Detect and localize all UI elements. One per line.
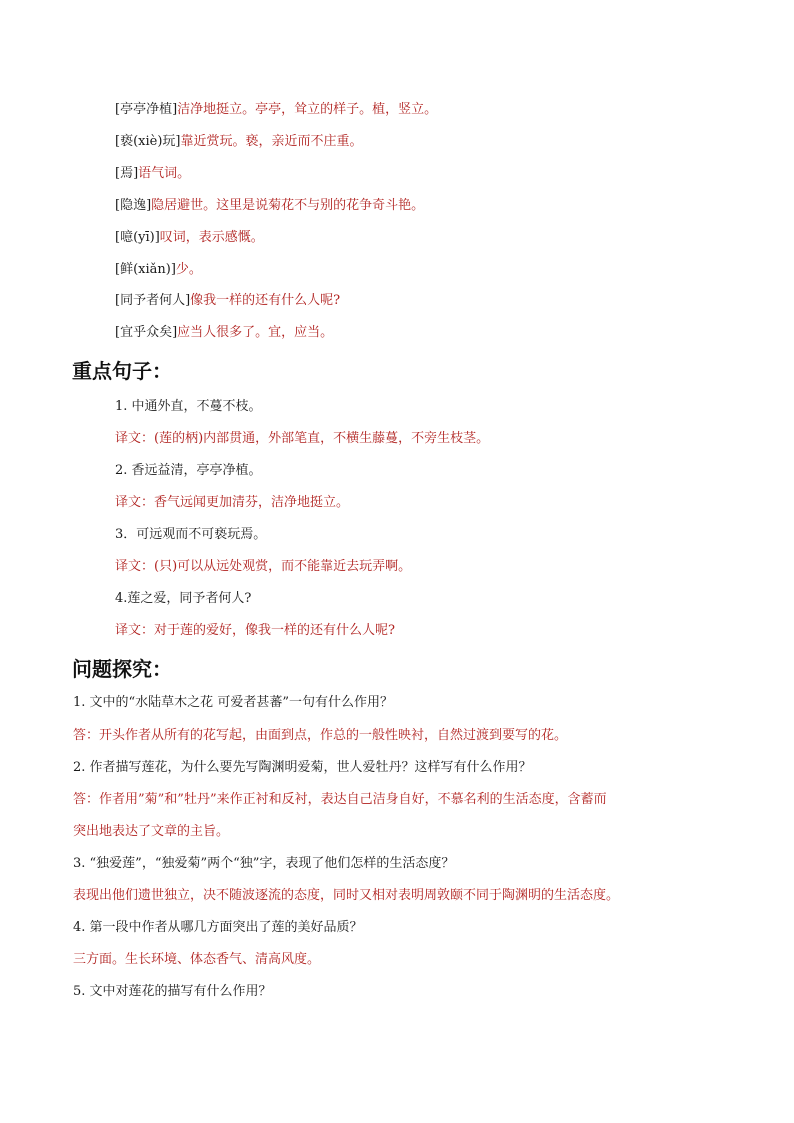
vocab-term: [鲜(xiǎn)] bbox=[115, 262, 176, 277]
vocab-term: [亵(xiè)玩] bbox=[115, 134, 181, 149]
vocab-item bbox=[115, 323, 333, 343]
key-sentences-heading: 重点句子： bbox=[72, 359, 172, 383]
vocab-term: [隐逸] bbox=[115, 198, 152, 213]
vocab-item bbox=[115, 164, 190, 184]
vocab-definition: 洁净地挺立。亭亭，耸立的样子。植，竖立。 bbox=[177, 102, 438, 117]
vocab-definition: 叹词，表示感慨。 bbox=[159, 230, 264, 245]
vocab-term: [同予者何人] bbox=[115, 293, 191, 308]
answer-2-line-2: 突出地表达了文章的主旨。 bbox=[73, 824, 230, 839]
sentence-item: 4.莲之爱，同予者何人? bbox=[115, 591, 252, 606]
vocab-definition: 少。 bbox=[175, 262, 202, 277]
sentence-translation: 译文：(莲的柄)内部贯通，外部笔直，不横生藤蔓，不旁生枝茎。 bbox=[115, 431, 490, 446]
answer-3: 表现出他们遗世独立，决不随波逐流的态度，同时又相对表明周敦颐不同于陶渊明的生活态度。 bbox=[73, 888, 620, 903]
sentence-item: 3．可远观而不可亵玩焉。 bbox=[115, 527, 267, 542]
sentence-item: 2. 香远益清，亭亭净植。 bbox=[115, 463, 262, 478]
vocab-item bbox=[115, 132, 363, 152]
vocab-definition: 像我一样的还有什么人呢? bbox=[190, 293, 341, 308]
vocab-item bbox=[115, 228, 264, 248]
sentence-translation: 译文：香气远闻更加清芬，洁净地挺立。 bbox=[115, 495, 350, 510]
sentence-item: 1. 中通外直，不蔓不枝。 bbox=[115, 399, 262, 414]
vocab-term: [宜乎众矣] bbox=[115, 325, 178, 340]
vocab-term: [噫(yī)] bbox=[115, 230, 160, 245]
sentence-translation: 译文：对于莲的爱好，像我一样的还有什么人呢? bbox=[115, 623, 395, 638]
vocab-definition: 靠近赏玩。亵，亲近而不庄重。 bbox=[180, 134, 363, 149]
vocab-item bbox=[115, 260, 202, 280]
question-1: 1. 文中的“水陆草木之花 可爱者甚蕃”一句有什么作用？ bbox=[73, 695, 393, 710]
answer-1: 答：开头作者从所有的花写起，由面到点，作总的一般性映衬，自然过渡到要写的花。 bbox=[73, 728, 568, 743]
vocab-item bbox=[115, 291, 340, 311]
question-5: 5. 文中对莲花的描写有什么作用？ bbox=[73, 984, 272, 999]
vocab-item bbox=[115, 196, 424, 216]
vocab-definition: 应当人很多了。宜，应当。 bbox=[177, 325, 334, 340]
vocab-term: [焉] bbox=[115, 166, 139, 181]
vocab-definition: 隐居避世。这里是说菊花不与别的花争奇斗艳。 bbox=[151, 198, 425, 213]
vocab-item bbox=[115, 100, 437, 120]
vocab-term: [亭亭净植] bbox=[115, 102, 178, 117]
vocab-definition: 语气词。 bbox=[138, 166, 191, 181]
questions-heading: 问题探究： bbox=[72, 657, 172, 681]
question-4: 4. 第一段中作者从哪几方面突出了莲的美好品质？ bbox=[73, 920, 363, 935]
answer-2-line-1: 答：作者用”菊”和”牡丹”来作正衬和反衬，表达自己洁身自好，不慕名利的生活态度，含蓄而 bbox=[73, 792, 607, 807]
sentence-translation: 译文：(只)可以从远处观赏，而不能靠近去玩弄啊。 bbox=[115, 559, 412, 574]
question-3: 3. “独爱莲”，“独爱菊”两个“独”字，表现了他们怎样的生活态度？ bbox=[73, 856, 455, 871]
question-2: 2. 作者描写莲花，为什么要先写陶渊明爱菊，世人爱牡丹？这样写有什么作用？ bbox=[73, 760, 532, 775]
answer-4: 三方面。生长环境、体态香气、清高风度。 bbox=[73, 952, 321, 967]
